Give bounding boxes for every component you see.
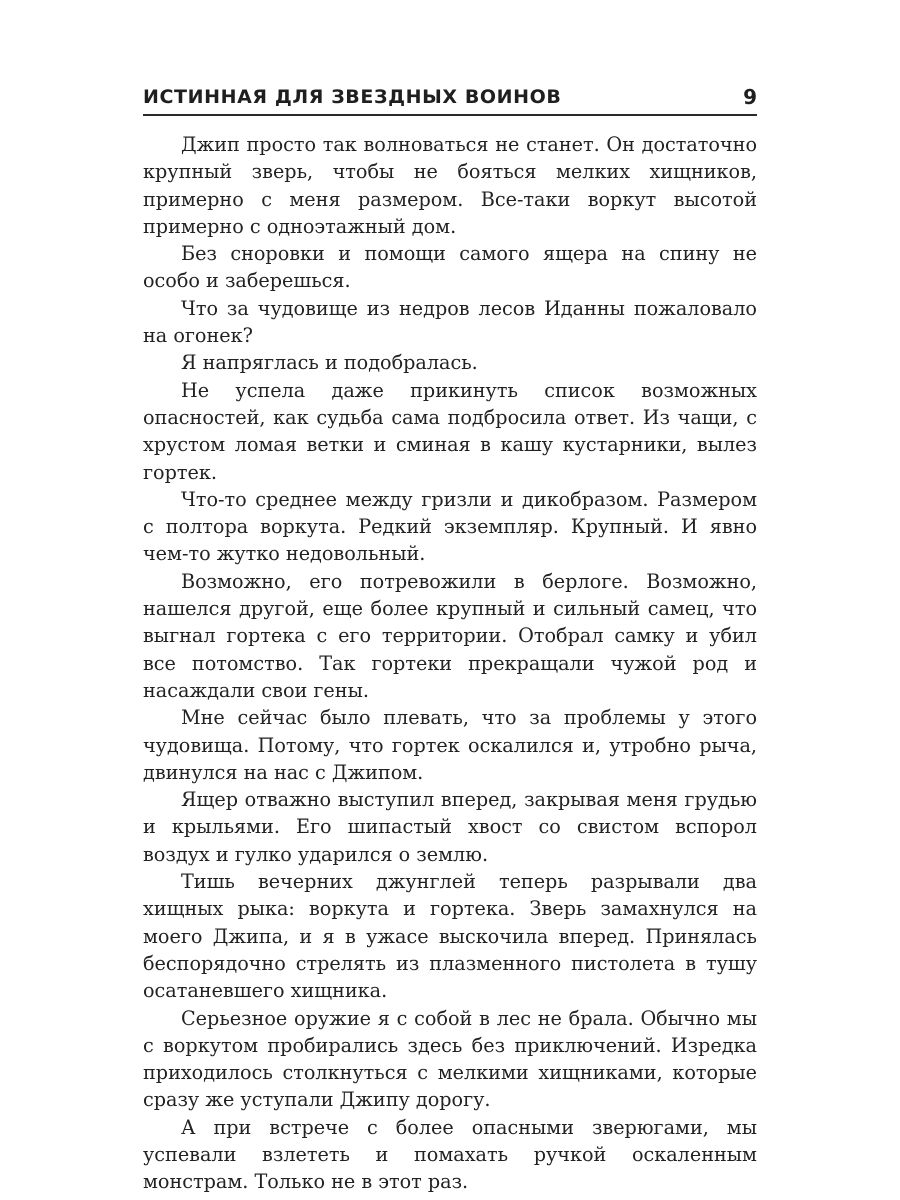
paragraph: Мне сейчас было плевать, что за проблемы у этого чудовища. Потому, что гортек оскалился и, утробно рыча, двинулся на нас с Джипом.: [143, 706, 757, 784]
paragraph: Джип просто так волноваться не станет. Он достаточно крупный зверь, чтобы не бояться мелких хищников, примерно с меня размером. Все-таки воркут высотой примерно с одноэтажный дом.: [143, 133, 757, 238]
paragraph: Не успела даже прикинуть список возможных опасностей, как судьба сама подбросила ответ. Из чащи, с хрустом ломая ветки и сминая в кашу кустарники, вылез гортек.: [143, 378, 757, 484]
book-title: ИСТИННАЯ ДЛЯ ЗВЕЗДНЫХ ВОИНОВ: [143, 86, 562, 108]
page-number: 9: [743, 85, 757, 109]
paragraph: Что за чудовище из недров лесов Иданны пожаловало на огонек?: [143, 296, 757, 348]
paragraph: Что-то среднее между гризли и дикобразом. Размером с полтора воркута. Редкий экземпляр. Крупный. И явно чем-то жутко недовольный.: [143, 487, 757, 566]
paragraph: Тишь вечерних джунглей теперь разрывали два хищных рыка: воркута и гортека. Зверь замахнулся на моего Джипа, и я в ужасе выскочила вперед. Принялась беспорядочно стрелять из плазменного пистолета в тушу осатаневшего хищника.: [143, 870, 757, 1003]
paragraph: Без сноровки и помощи самого ящера на спину не особо и заберешься.: [143, 242, 757, 293]
paragraph: Возможно, его потревожили в берлоге. Возможно, нашелся другой, еще более крупный и сильный самец, что выгнал гортека с его территории. Отобрал самку и убил все потомство. Так гортеки прекращали чужой род и насаждали свои гены.: [143, 569, 757, 702]
running-header: [143, 84, 757, 116]
paragraph: Серьезное оружие я с собой в лес не брала. Обычно мы с воркутом пробирались здесь без приключений. Изредка приходилось столкнуться с мелкими хищниками, которые сразу же уступали Джипу дорогу.: [143, 1006, 757, 1112]
paragraph: А при встрече с более опасными зверюгами, мы успевали взлететь и помахать ручкой оскаленным монстрам. Только не в этот раз.: [143, 1115, 757, 1194]
paragraph: Я напряглась и подобралась.: [181, 351, 478, 375]
body-text: [143, 131, 757, 1196]
paragraph: Ящер отважно выступил вперед, закрывая меня грудью и крыльями. Его шипастый хвост со свистом вспорол воздух и гулко ударился о землю.: [143, 788, 757, 866]
